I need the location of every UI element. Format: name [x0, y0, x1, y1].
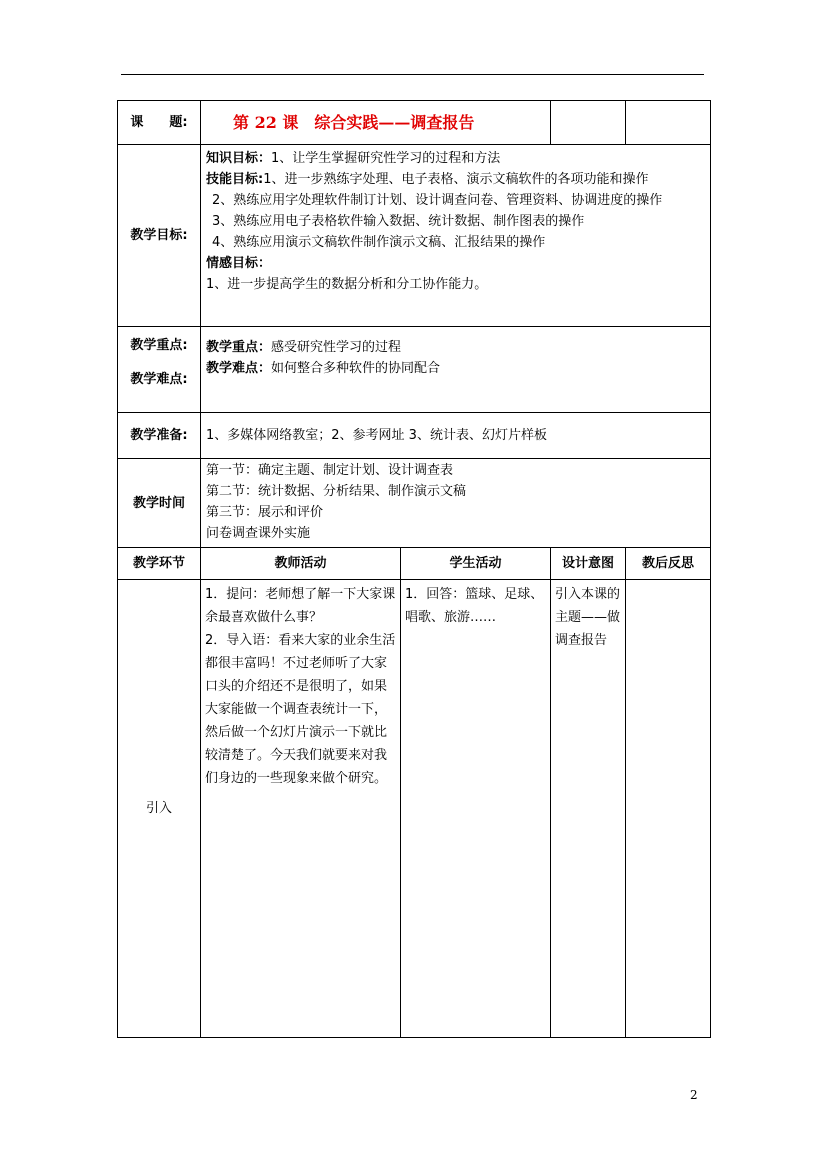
schedule-line: 问卷调查课外实施: [206, 526, 311, 541]
knowledge-label: 知识目标：: [206, 151, 272, 166]
process-header-row: [118, 548, 711, 580]
header-stage: 教学环节: [118, 548, 201, 580]
lesson-plan-table: [117, 100, 711, 1038]
lesson-title: 第 22 课 综合实践——调查报告: [201, 101, 551, 145]
skill-text-3: 3、熟练应用电子表格软件输入数据、统计数据、制作图表的操作: [212, 214, 585, 229]
student-activity: 1．回答：篮球、足球、唱歌、旅游……: [401, 580, 551, 1038]
schedule-line: 第三节：展示和评价: [206, 505, 324, 520]
focus-side-label: 教学重点:: [130, 338, 188, 353]
header-student: 学生活动: [401, 548, 551, 580]
knowledge-objective: [206, 148, 705, 169]
preparation-text: 1、多媒体网络教室；2、参考网址 3、统计表、幻灯片样板: [201, 413, 711, 459]
stage-cell: 引入: [118, 580, 201, 1038]
difficulty-side-label: 教学难点:: [130, 372, 188, 387]
key-points-labels: [118, 327, 201, 413]
difficulty-label: 教学难点：: [206, 361, 272, 376]
skill-objective: [206, 169, 705, 190]
difficulty-text: 如何整合多种软件的协同配合: [271, 361, 441, 376]
teacher-activity: 1．提问：老师想了解一下大家课余最喜欢做什么事？ 2．导入语：看来大家的业余生活都很丰富吗！不过老师听了大家口头的介绍还不是很明了，如果大家能做一个调查表统计一下，然后做一个幻灯片演示一下就比较清楚了。今天我们就要来对我们身边的一些现象来做个研究。: [201, 580, 401, 1038]
reflection-cell: [626, 580, 711, 1038]
preparation-label: 教学准备:: [118, 413, 201, 459]
focus-text: 感受研究性学习的过程: [271, 340, 402, 355]
topic-row: [118, 101, 711, 145]
skill-label: 技能目标:: [206, 172, 264, 187]
focus-label: 教学重点：: [206, 340, 272, 355]
header-reflection: 教后反思: [626, 548, 711, 580]
schedule-line: 第二节：统计数据、分析结果、制作演示文稿: [206, 484, 467, 499]
objectives-row: [118, 145, 711, 327]
emotion-text: 1、进一步提高学生的数据分析和分工协作能力。: [206, 277, 488, 292]
skill-text-4: 4、熟练应用演示文稿软件制作演示文稿、汇报结果的操作: [212, 235, 546, 250]
header-rule: [121, 74, 704, 75]
schedule-label: 教学时间: [118, 459, 201, 548]
emotion-label: 情感目标：: [206, 256, 272, 271]
knowledge-text: 1、让学生掌握研究性学习的过程和方法: [271, 151, 501, 166]
key-points-content: [201, 327, 711, 413]
schedule-content: [201, 459, 711, 548]
schedule-line: 第一节：确定主题、制定计划、设计调查表: [206, 463, 454, 478]
key-points-row: [118, 327, 711, 413]
header-intent: 设计意图: [551, 548, 626, 580]
focus-line: [206, 337, 705, 358]
difficulty-line: [206, 358, 705, 379]
page-number: 2: [690, 1088, 698, 1102]
skill-text-2: 2、熟练应用字处理软件制订计划、设计调查问卷、管理资料、协调进度的操作: [212, 193, 663, 208]
preparation-row: [118, 413, 711, 459]
design-intent: 引入本课的主题——做调查报告: [551, 580, 626, 1038]
schedule-row: [118, 459, 711, 548]
process-row-intro: [118, 580, 711, 1038]
topic-empty-cell-1: [551, 101, 626, 145]
topic-empty-cell-2: [626, 101, 711, 145]
skill-text-1: 1、进一步熟练字处理、电子表格、演示文稿软件的各项功能和操作: [263, 172, 649, 187]
objectives-label: 教学目标:: [118, 145, 201, 327]
topic-label: 课 题:: [118, 101, 201, 145]
objectives-content: [201, 145, 711, 327]
header-teacher: 教师活动: [201, 548, 401, 580]
